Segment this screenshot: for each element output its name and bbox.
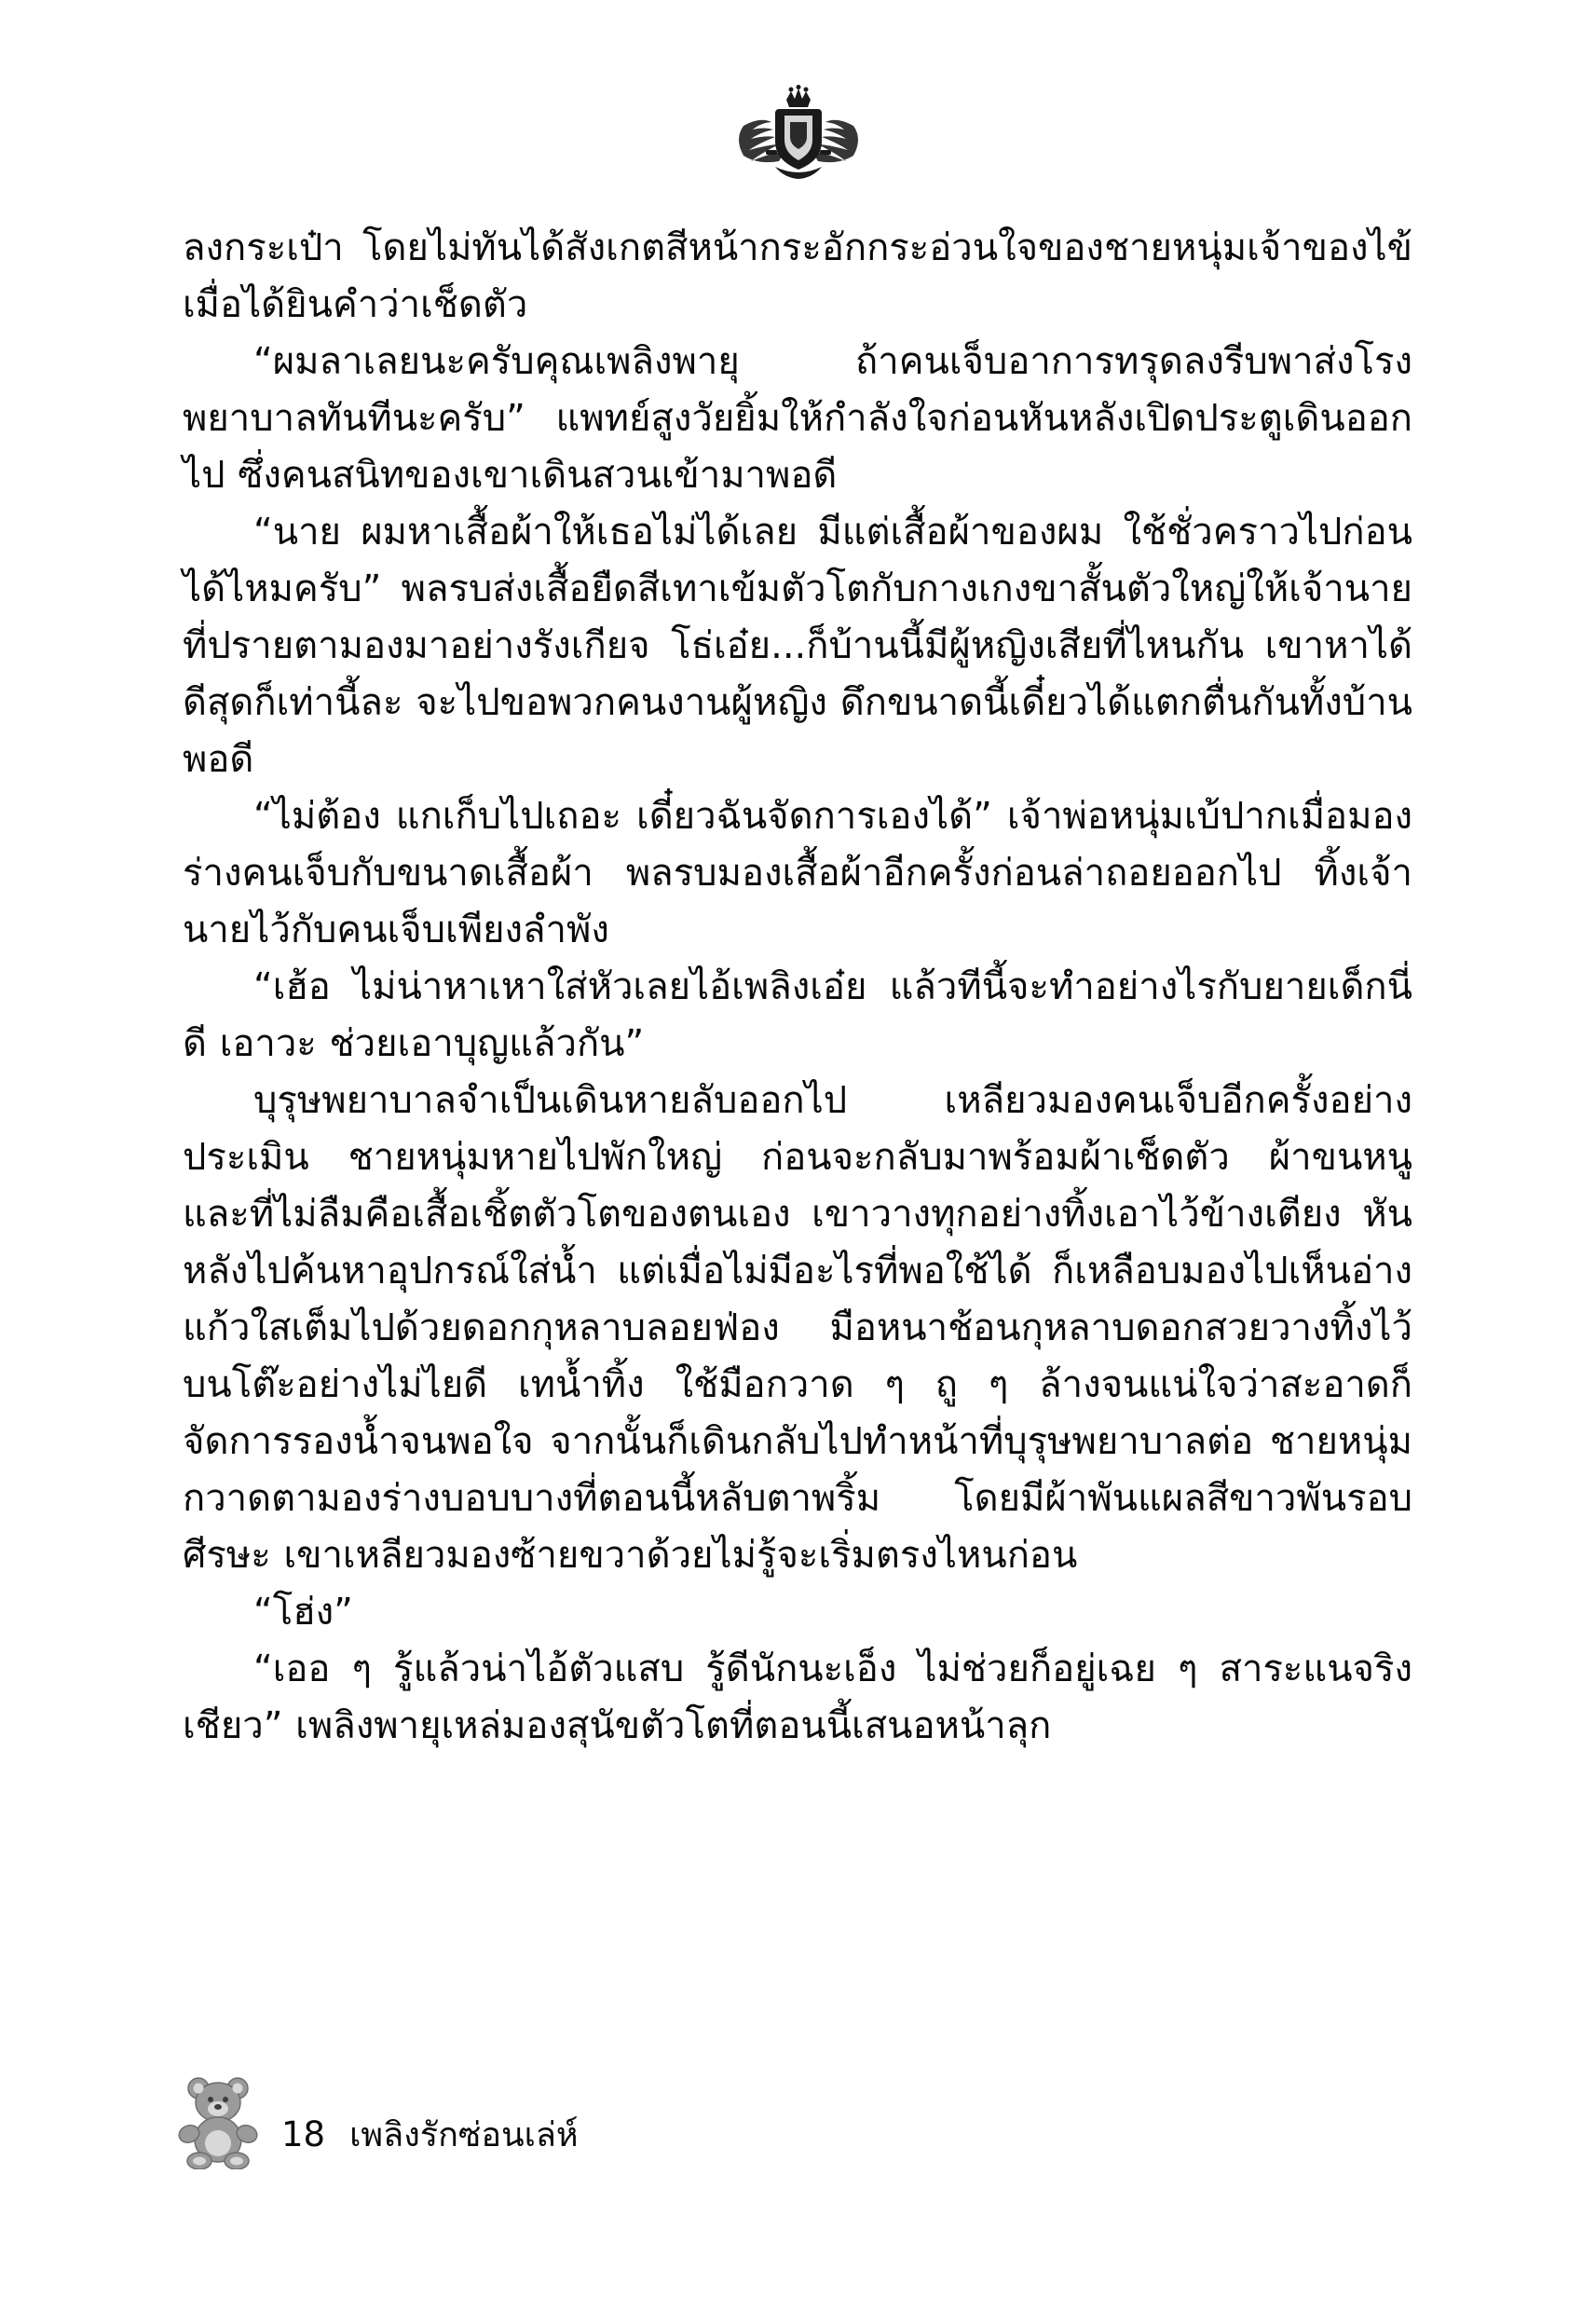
crest-ornament	[738, 85, 859, 183]
teddy-bear-graphic	[173, 2072, 263, 2169]
page-body	[183, 220, 1412, 1755]
paragraph: “ผมลาเลยนะครับคุณเพลิงพายุ ถ้าคนเจ็บอาการทรุดลงรีบพาส่งโรงพยาบาลทันทีนะครับ” แพทย์สูงวัยยิ้มให้กำลังใจก่อนหันหลังเปิดประตูเดินออกไป ซึ่งคนสนิทของเขาเดินสวนเข้ามาพอดี	[183, 340, 1412, 497]
paragraph: “ไม่ต้อง แกเก็บไปเถอะ เดี๋ยวฉันจัดการเองได้” เจ้าพ่อหนุ่มเบ้ปากเมื่อมองร่างคนเจ็บกับขนาดเสื้อผ้า พลรบมองเสื้อผ้าอีกครั้งก่อนล่าถอยออกไป ทิ้งเจ้านายไว้กับคนเจ็บเพียงลำพัง	[183, 795, 1412, 951]
paragraph: “โฮ่ง”	[253, 1591, 353, 1634]
teddy-bear-icon	[173, 2072, 263, 2169]
paragraph: ลงกระเป๋า โดยไม่ทันได้สังเกตสีหน้ากระอักกระอ่วนใจของชายหนุ่มเจ้าของไข้เมื่อได้ยินคำว่าเช็ดตัว	[183, 226, 1412, 326]
page-number: 18	[281, 2114, 326, 2154]
book-title: เพลิงรักซ่อนเล่ห์	[349, 2116, 579, 2154]
paragraph: “นาย ผมหาเสื้อผ้าให้เธอไม่ได้เลย มีแต่เสื้อผ้าของผม ใช้ชั่วคราวไปก่อนได้ไหมครับ” พลรบส่งเสื้อยืดสีเทาเข้มตัวโตกับกางเกงขาสั้นตัวใหญ่ให้เจ้านายที่ปรายตามองมาอย่างรังเกียจ โธ่เอ๋ย...ก็บ้านนี้มีผู้หญิงเสียที่ไหนกัน เขาหาได้ดีสุดก็เท่านี้ละ จะไปขอพวกคนงานผู้หญิง ดึกขนาดนี้เดี๋ยวได้แตกตื่นกันทั้งบ้านพอดี	[183, 511, 1412, 781]
paragraph: “เออ ๆ รู้แล้วน่าไอ้ตัวแสบ รู้ดีนักนะเอ็ง ไม่ช่วยก็อยู่เฉย ๆ สาระแนจริงเชียว” เพลิงพายุเหล่มองสุนัขตัวโตที่ตอนนี้เสนอหน้าลุก	[183, 1648, 1412, 1747]
paragraph: บุรุษพยาบาลจำเป็นเดินหายลับออกไป เหลียวมองคนเจ็บอีกครั้งอย่างประเมิน ชายหนุ่มหายไปพักใหญ่ ก่อนจะกลับมาพร้อมผ้าเช็ดตัว ผ้าขนหนู และที่ไม่ลืมคือเสื้อเชิ้ตตัวโตของตนเอง เขาวางทุกอย่างทิ้งเอาไว้ข้างเตียง หันหลังไปค้นหาอุปกรณ์ใส่น้ำ แต่เมื่อไม่มีอะไรที่พอใช้ได้ ก็เหลือบมองไปเห็นอ่างแก้วใสเต็มไปด้วยดอกกุหลาบลอยฟ่อง มือหนาช้อนกุหลาบดอกสวยวางทิ้งไว้บนโต๊ะอย่างไม่ไยดี เทน้ำทิ้ง ใช้มือกวาด ๆ ถู ๆ ล้างจนแน่ใจว่าสะอาดก็จัดการรองน้ำจนพอใจ จากนั้นก็เดินกลับไปทำหน้าที่บุรุษพยาบาลต่อ ชายหนุ่มกวาดตามองร่างบอบบางที่ตอนนี้หลับตาพริ้ม โดยมีผ้าพันแผลสีขาวพันรอบศีรษะ เขาเหลียวมองซ้ายขวาด้วยไม่รู้จะเริ่มตรงไหนก่อน	[183, 1079, 1412, 1577]
page-footer	[173, 2072, 579, 2169]
footer-text	[281, 2114, 579, 2169]
paragraph: “เฮ้อ ไม่น่าหาเหาใส่หัวเลยไอ้เพลิงเอ๋ย แล้วทีนี้จะทำอย่างไรกับยายเด็กนี่ดี เอาวะ ช่วยเอาบุญแล้วกัน”	[183, 965, 1412, 1065]
header-ornament	[0, 82, 1596, 185]
